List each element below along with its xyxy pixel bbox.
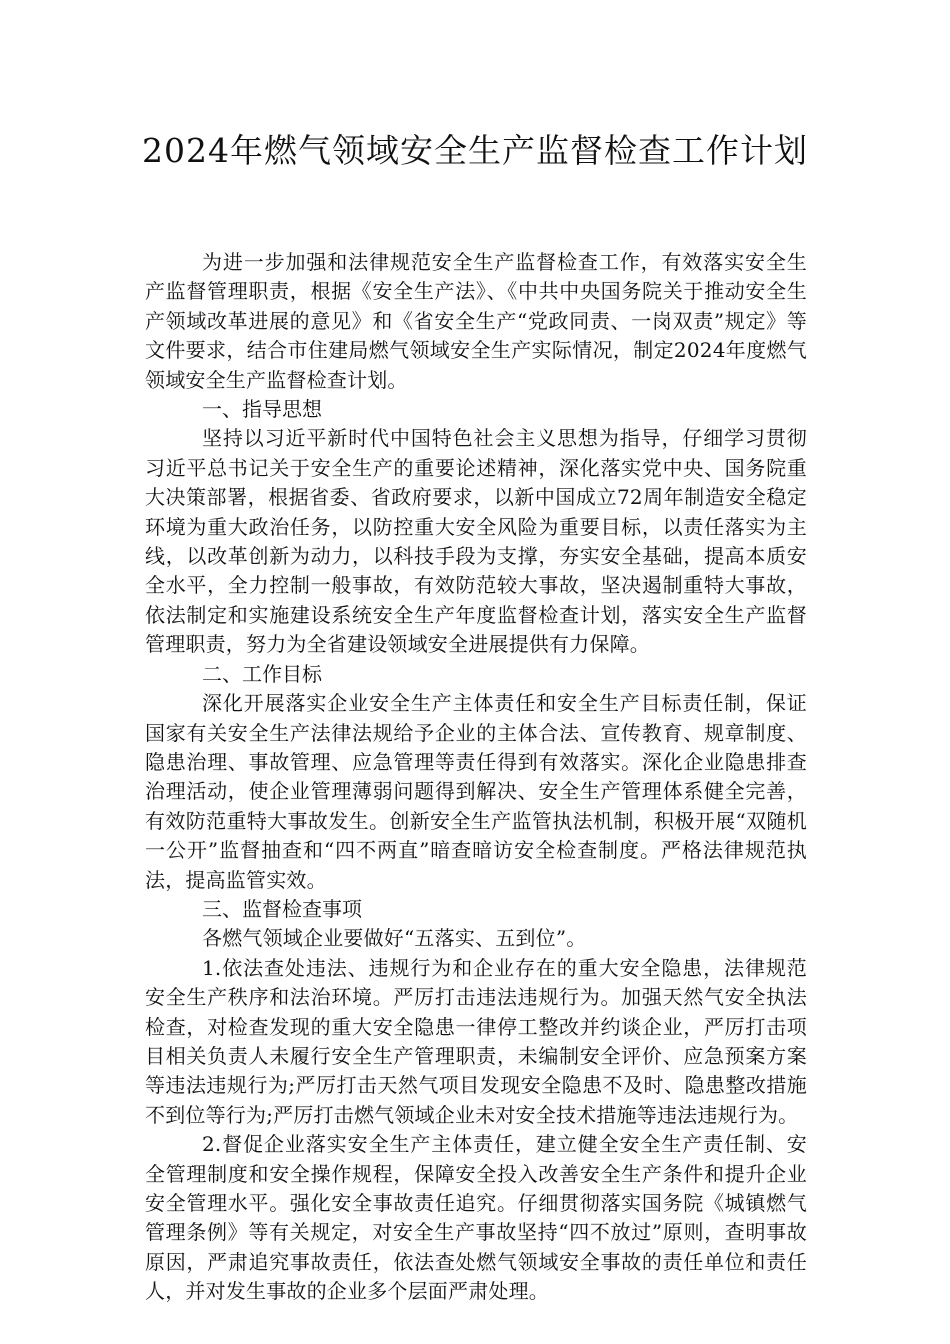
document-body [145,248,807,1307]
section-heading-inspection-items: 三、监督检查事项 [202,896,362,921]
work-goals-paragraph: 深化开展落实企业安全生产主体责任和安全生产目标责任制，保证国家有关安全生产法律法规给予企业的主体合法、宣传教育、规章制度、隐患治理、事故管理、应急管理等责任得到有效落实。深化企业隐患排查治理活动，使企业管理薄弱问题得到解决、安全生产管理体系健全完善，有效防范重特大事故发生。创新安全生产监管执法机制，积极开展“双随机一公开”监督抽查和“四不两直”暗查暗访安全检查制度。严格法律规范执法，提高监管实效。 [145,691,807,892]
inspection-item-1-paragraph: 1.依法查处违法、违规行为和企业存在的重大安全隐患，法律规范安全生产秩序和法治环境。严厉打击违法违规行为。加强天然气安全执法检查，对检查发现的重大安全隐患一律停工整改并约谈企业，严厉打击项目相关负责人未履行安全生产管理职责，未编制安全评价、应急预案方案等违法违规行为;严厉打击天然气项目发现安全隐患不及时、隐患整改措施不到位等行为;严厉打击燃气领域企业未对安全技术措施等违法违规行为。 [145,955,807,1127]
intro-paragraph: 为进一步加强和法律规范安全生产监督检查工作，有效落实安全生产监督管理职责，根据《安全生产法》、《中共中央国务院关于推动安全生产领域改革进展的意见》和《省安全生产“党政同责、一岗双责”规定》等文件要求，结合市住建局燃气领域安全生产实际情况，制定2024年度燃气领域安全生产监督检查计划。 [145,250,807,392]
document-title: 2024年燃气领域安全生产监督检查工作计划 [142,131,808,170]
section-heading-work-goals: 二、工作目标 [202,661,322,686]
section-heading-guiding-thought: 一、指导思想 [202,397,322,422]
guiding-thought-paragraph: 坚持以习近平新时代中国特色社会主义思想为指导，仔细学习贯彻习近平总书记关于安全生产的重要论述精神，深化落实党中央、国务院重大决策部署，根据省委、省政府要求，以新中国成立72周年制造安全稳定环境为重大政治任务，以防控重大安全风险为重要目标，以责任落实为主线，以改革创新为动力，以科技手段为支撑，夯实安全基础，提高本质安全水平，全力控制一般事故，有效防范较大事故，坚决遏制重特大事故，依法制定和实施建设系统安全生产年度监督检查计划，落实安全生产监督管理职责，努力为全省建设领域安全进展提供有力保障。 [145,426,807,657]
inspection-item-2-paragraph: 2.督促企业落实安全生产主体责任，建立健全安全生产责任制、安全管理制度和安全操作规程，保障安全投入改善安全生产条件和提升企业安全管理水平。强化安全事故责任追究。仔细贯彻落实国务院《城镇燃气管理条例》等有关规定，对安全生产事故坚持“四不放过”原则，查明事故原因，严肃追究事故责任，依法查处燃气领域安全事故的责任单位和责任人，并对发生事故的企业多个层面严肃处理。 [145,1132,807,1304]
inspection-intro-paragraph: 各燃气领域企业要做好“五落实、五到位”。 [202,926,587,951]
